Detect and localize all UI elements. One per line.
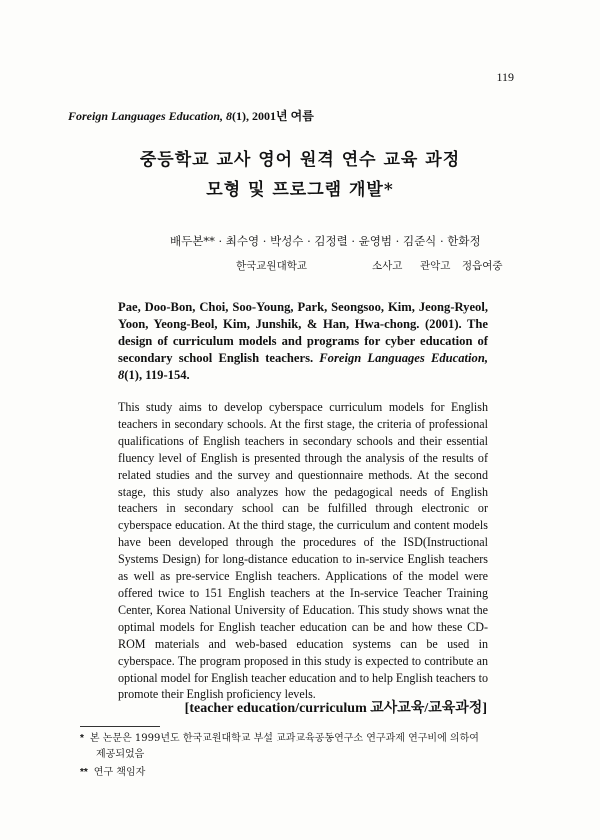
footnote-1 [80,731,520,763]
abstract-paragraph: This study aims to develop cyberspace curriculum models for English teachers in secondary schools. At the first stage, the criteria of professional qualifications of English teachers in secondary schools and their essential fluency level of English is presented through the analysis of the results of related studies and the survey and questionnaire methods. At the second stage, this study also analyzes how the pedagogical needs of English teachers in secondary school can be fulfilled through electronic or cyberspace education. At the third stage, the curriculum and content models have been developed through the procedures of the ISD(Instructional Systems Design) for long-distance education to in-service English teachers as well as pre-service English teachers. Applications of the model were offered twice to 151 English teachers at the In-service Teacher Training Center, Korea National University of Education. This study shows wnat the optimal models for English teacher education can be and how these CD-ROM materials and web-based education systems can be used in cyberspace. The program proposed in this study is expected to contribute an optional model for English teacher education and to help English teachers to promote their English proficiency levels. [118,400,488,702]
footnote-1-mark: * [80,733,84,744]
citation-text: Pae, Doo-Bon, Choi, Soo-Young, Park, Seongsoo, Kim, Jeong-Ryeol, Yoon, Yeong-Beol, Kim, Junshik, & Han, Hwa-chong. (2001). The design of curriculum models and programs for cyber education of secondary school English teachers. [118,300,488,365]
paper-title-line-2: 모형 및 프로그램 개발* [206,180,394,200]
citation-volume: 8 [118,368,125,382]
journal-volume: 8 [226,109,233,123]
keywords: [teacher education/curriculum 교사교육/교육과정] [184,701,487,716]
journal-header [68,107,314,124]
footnote-2-text: 연구 책임자 [93,767,146,778]
affiliation-school-1: 소사고 [372,260,403,272]
footnote-2-mark: ** [80,767,88,778]
author-names: 배두본** · 최수영 · 박성수 · 김정렬 · 윤영범 · 김준식 · 한화정 [170,234,481,248]
journal-issue: (1), 2001년 여름 [232,109,314,123]
citation-journal: Foreign Languages Education, [319,351,488,365]
footnote-divider [80,726,160,727]
affiliation-university: 한국교원대학교 [236,260,308,272]
page-number: 119 [496,70,514,84]
affiliation-school-3: 정읍여중 [462,260,503,272]
footnote-1-continuation: 제공되었음 [96,749,145,760]
journal-name: Foreign Languages Education, [68,109,224,123]
paper-title-line-1: 중등학교 교사 영어 원격 연수 교육 과정 [139,150,461,170]
footnote-1-text: 본 논문은 1999년도 한국교원대학교 부설 교과교육공동연구소 연구과제 연구비에 의하여 [89,733,479,744]
citation-pages: (1), 119-154. [124,368,190,382]
english-citation [118,299,488,384]
footnote-2 [80,765,145,781]
affiliation-school-2: 관악고 [420,260,451,272]
